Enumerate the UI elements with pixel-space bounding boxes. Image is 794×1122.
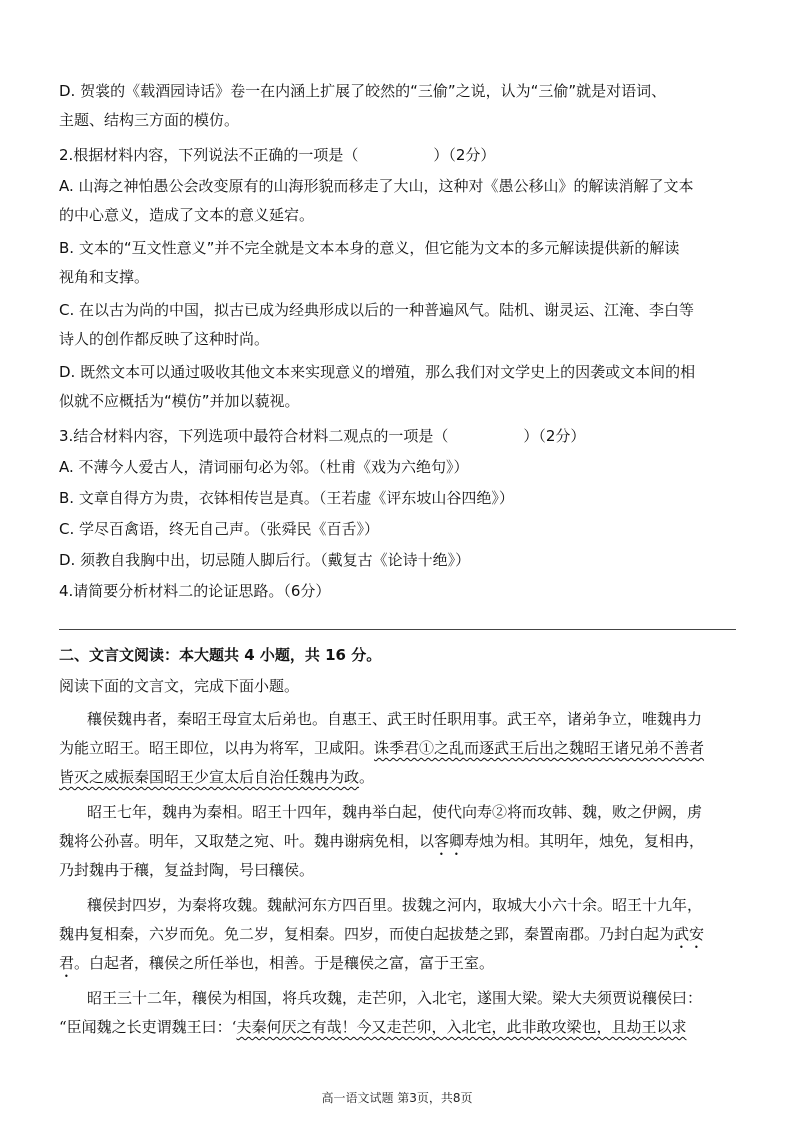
wavy-underlined-sentence-cont: 皆灭之威振秦国昭王少宣太后自治任魏冉为政 — [59, 768, 360, 786]
passage-p1-line2-text: 为能立昭王。昭王即位，以冉为将军，卫咸阳。 — [59, 739, 375, 757]
q3-option-c: C. 学尽百禽语，终无自己声。（张舜民《百舌》） — [59, 520, 380, 538]
q3-option-d: D. 须教自我胸中出，切忌随人脚后行。（戴复古《论诗十绝》） — [59, 551, 471, 569]
q2-option-c-line2: 诗人的创作都反映了这种时尚。 — [59, 330, 270, 348]
passage-p3-line2-a: 魏冉复相秦，六岁而免。免二岁，复相秦。四岁，而使白起拔楚之郢，秦置南郡。乃封白起为 — [59, 925, 675, 943]
q4-stem: 4.请简要分析材料二的论证思路。（6分） — [59, 582, 331, 600]
passage-p2-line3: 乃封魏冉于穰，复益封陶，号曰穰侯。 — [59, 861, 315, 879]
q2-option-d-line1: D. 既然文本可以通过吸收其他文本来实现意义的增殖，那么我们对文学史上的因袭或文本间的相 — [59, 363, 696, 381]
passage-p3-line1: 穰侯封四岁，为秦将攻魏。魏献河东方四百里。拔魏之河内，取城大小六十余。昭王十九年， — [87, 896, 703, 914]
section2-instruction: 阅读下面的文言文，完成下面小题。 — [59, 677, 300, 695]
passage-p4-line2 — [59, 1017, 686, 1037]
page-footer: 高一语文试题 第3页，共8页 — [321, 1091, 473, 1105]
passage-p4-line2-text: “臣闻魏之长吏谓魏王曰：‘ — [59, 1018, 237, 1036]
wavy-underlined-sentence-2: 夫秦何厌之有哉！今又走芒卯，入北宅，此非敢攻梁也，且劫王以求 — [236, 1018, 687, 1036]
q2-option-b-line1: B. 文本的“互文性意义”并不完全就是文本本身的意义，但它能为文本的多元解读提供新的解读 — [59, 239, 680, 257]
q3-option-b: B. 文章自得方为贵，衣钵相传岂是真。（王若虚《评东坡山谷四绝》） — [59, 489, 514, 507]
passage-p2-line2 — [59, 831, 704, 859]
passage-p1-line3-end: 。 — [359, 768, 375, 786]
passage-p3-line3 — [59, 953, 494, 981]
passage-p4-line1: 昭王三十二年，穰侯为相国，将兵攻魏，走芒卯，入北宅，遂围大梁。梁大夫须贾说穰侯曰： — [87, 989, 703, 1007]
passage-p1-line3 — [59, 767, 374, 787]
q1-option-d-line1: D. 贺裳的《载酒园诗话》卷一在内涵上扩展了皎然的“三偷”之说，认为“三偷”就是对语词、 — [59, 82, 667, 100]
passage-p3-line3-b: 。白起者，穰侯之所任举也，相善。于是穰侯之富，富于王室。 — [74, 954, 495, 972]
passage-p2-line2-b: 寿烛为相。其明年，烛免，复相冉， — [464, 832, 705, 850]
q2-option-a-line2: 的中心意义，造成了文本的意义延宕。 — [59, 206, 315, 224]
q3-stem: 3.结合材料内容，下列选项中最符合材料二观点的一项是（ ）（2分） — [59, 427, 586, 445]
q3-option-a: A. 不薄今人爱古人，清词丽句必为邻。（杜甫《戏为六绝句》） — [59, 458, 469, 476]
q2-option-a-line1: A. 山海之神怕愚公会改变原有的山海形貌而移走了大山，这种对《愚公移山》的解读消解了文本 — [59, 177, 694, 195]
q2-option-c-line1: C. 在以古为尚的中国，拟古已成为经典形成以后的一种普遍风气。陆机、谢灵运、江淹、李白等 — [59, 301, 695, 319]
passage-p1-line1: 穰侯魏冉者，秦昭王母宣太后弟也。自惠王、武王时任职用事。武王卒，诸弟争立，唯魏冉力 — [87, 710, 703, 728]
passage-p2-line2-a: 魏将公孙喜。明年，又取楚之宛、叶。魏冉谢病免相，以 — [59, 832, 435, 850]
passage-p1-line2 — [59, 738, 704, 758]
dotted-term-keqing: 客卿 — [434, 832, 465, 850]
q2-option-d-line2: 似就不应概括为“模仿”并加以藐视。 — [59, 392, 300, 410]
section2-heading: 二、文言文阅读：本大题共 4 小题，共 16 分。 — [59, 646, 382, 664]
passage-p2-line1: 昭王七年，魏冉为秦相。昭王十四年，魏冉举白起，使代向寿②将而攻韩、魏，败之伊阙，虏 — [87, 803, 703, 821]
section-divider — [59, 629, 736, 630]
q2-stem: 2.根据材料内容，下列说法不正确的一项是（ ）（2分） — [59, 146, 496, 164]
dotted-term-wuan: 武安 — [674, 925, 705, 943]
q1-option-d-line2: 主题、结构三方面的模仿。 — [59, 111, 240, 129]
q2-option-b-line2: 视角和支撑。 — [59, 268, 150, 286]
dotted-term-jun: 君 — [59, 954, 75, 972]
passage-p3-line2 — [59, 924, 704, 952]
wavy-underlined-sentence: 诛季君①之乱而逐武王后出之魏昭王诸兄弟不善者 — [374, 739, 705, 757]
